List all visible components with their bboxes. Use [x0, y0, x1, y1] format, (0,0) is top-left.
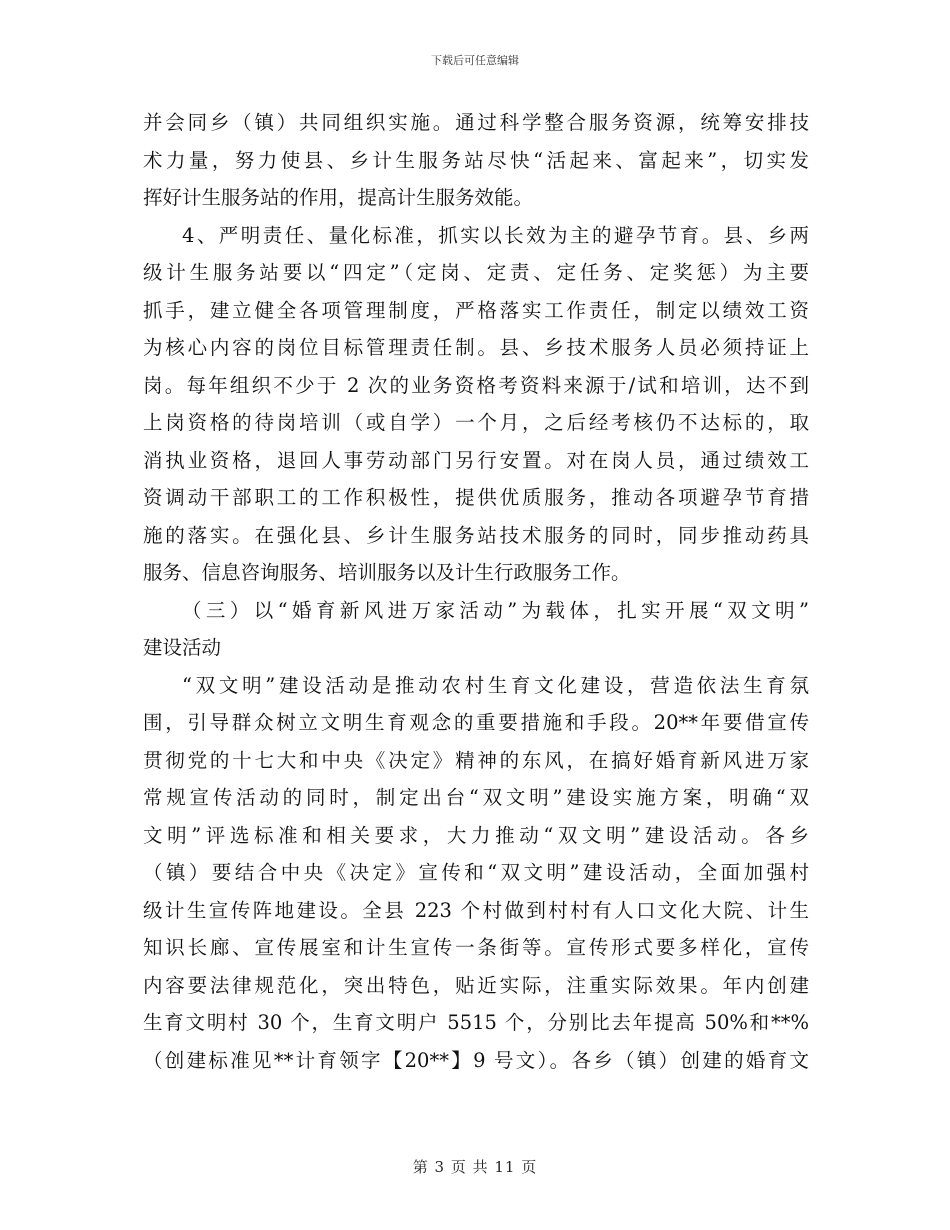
text-line: 并会同乡（镇）共同组织实施。通过科学整合服务资源，统筹安排技 [143, 111, 809, 134]
text-line: 为核心内容的岗位目标管理责任制。县、乡技术服务人员必须持证上 [143, 336, 809, 359]
text-line: 岗。每年组织不少于 2 次的业务资格考资料来源于/试和培训，达不到 [143, 373, 809, 397]
text-line: 服务、信息咨询服务、培训服务以及计生行政服务工作。 [143, 561, 631, 584]
text-line: （三）以“婚育新风进万家活动”为载体，扎实开展“双文明” [182, 598, 809, 622]
page-header: 下载后可任意编辑 [431, 54, 519, 67]
text-line: 建设活动 [143, 636, 222, 659]
document-body [143, 104, 809, 1079]
text-line: 资调动干部职工的工作积极性，提供优质服务，推动各项避孕节育措 [143, 486, 809, 509]
text-line: （镇）要结合中央《决定》宣传和“双文明”建设活动，全面加强村 [143, 861, 809, 884]
text-line: 4、严明责任、量化标准，抓实以长效为主的避孕节育。县、乡两 [182, 223, 809, 247]
text-line: 级计生服务站要以“四定”（定岗、定责、定任务、定奖惩）为主要 [143, 261, 809, 284]
text-line: 消执业资格，退回人事劳动部门另行安置。对在岗人员，通过绩效工 [143, 448, 809, 472]
text-line: 挥好计生服务站的作用，提高计生服务效能。 [143, 186, 534, 209]
text-line: 常规宣传活动的同时，制定出台“双文明”建设实施方案，明确“双 [143, 786, 809, 809]
text-line: 施的落实。在强化县、乡计生服务站技术服务的同时，同步推动药具 [143, 523, 809, 547]
text-line: 内容要法律规范化，突出特色，贴近实际，注重实际效果。年内创建 [143, 973, 809, 997]
text-line: “双文明”建设活动是推动农村生育文化建设，营造依法生育氛 [182, 673, 809, 697]
page-footer: 第 3 页 共 11 页 [412, 1158, 538, 1176]
text-line: 级计生宣传阵地建设。全县 223 个村做到村村有人口文化大院、计生 [143, 898, 809, 922]
text-line: （创建标准见**计育领字【20**】9 号文）。各乡（镇）创建的婚育文 [143, 1048, 809, 1072]
text-line: 生育文明村 30 个，生育文明户 5515 个，分别比去年提高 50%和**% [143, 1011, 809, 1034]
text-line: 抓手，建立健全各项管理制度，严格落实工作责任，制定以绩效工资 [143, 298, 809, 322]
text-line: 术力量，努力使县、乡计生服务站尽快“活起来、富起来”，切实发 [143, 148, 809, 172]
text-line: 文明”评选标准和相关要求，大力推动“双文明”建设活动。各乡 [143, 823, 809, 847]
text-line: 围，引导群众树立文明生育观念的重要措施和手段。20**年要借宣传 [143, 711, 809, 734]
text-line: 上岗资格的待岗培训（或自学）一个月，之后经考核仍不达标的，取 [143, 411, 809, 434]
text-line: 知识长廊、宣传展室和计生宣传一条街等。宣传形式要多样化，宣传 [143, 936, 809, 959]
text-line: 贯彻党的十七大和中央《决定》精神的东风，在搞好婚育新风进万家 [143, 748, 809, 772]
